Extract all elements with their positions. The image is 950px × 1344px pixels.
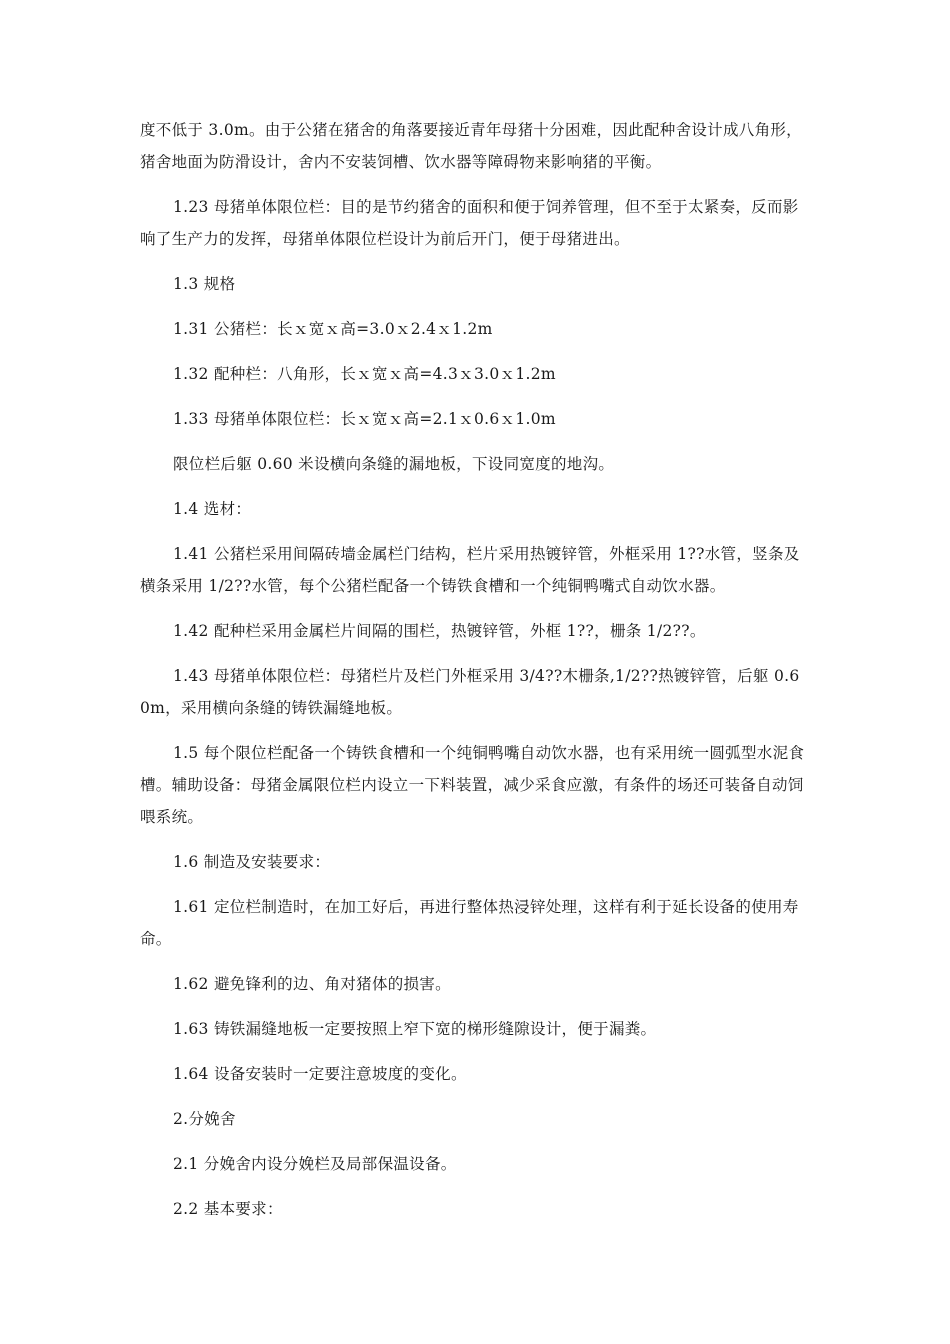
- paragraph-1-64: 1.64 设备安装时一定要注意坡度的变化。: [173, 1065, 467, 1083]
- paragraph-1-32: 1.32 配种栏：八角形，长ｘ宽ｘ高=4.3ｘ3.0ｘ1.2m: [173, 365, 556, 383]
- paragraph-continuation: 度不低于 3.0m。由于公猪在猪舍的角落要接近青年母猪十分困难，因此配种舍设计成八角形，猪舍地面为防滑设计，舍内不安装饲槽、饮水器等障碍物来影响猪的平衡。: [140, 121, 802, 171]
- paragraph-limit-stall: 限位栏后躯 0.60 米设横向条缝的漏地板，下设同宽度的地沟。: [173, 455, 615, 473]
- document-body: [140, 114, 808, 1238]
- paragraph-1-5: 1.5 每个限位栏配备一个铸铁食槽和一个纯铜鸭嘴自动饮水器，也有采用统一圆弧型水泥食槽。辅助设备：母猪金属限位栏内设立一下料装置，减少采食应激，有条件的场还可装备自动饲喂系统。: [140, 744, 805, 826]
- paragraph-1-31: 1.31 公猪栏：长ｘ宽ｘ高=3.0ｘ2.4ｘ1.2m: [173, 320, 493, 338]
- paragraph-1-43: 1.43 母猪单体限位栏：母猪栏片及栏门外框采用 3/4??木栅条,1/2??热镀锌管，后躯 0.60m，采用横向条缝的铸铁漏缝地板。: [140, 667, 800, 717]
- paragraph-2-1: 2.1 分娩舍内设分娩栏及局部保温设备。: [173, 1155, 457, 1173]
- paragraph-1-61: 1.61 定位栏制造时，在加工好后，再进行整体热浸锌处理，这样有利于延长设备的使用寿命。: [140, 898, 799, 948]
- heading-1-4: 1.4 选材：: [173, 500, 252, 518]
- paragraph-1-62: 1.62 避免锋利的边、角对猪体的损害。: [173, 975, 451, 993]
- paragraph-1-23: 1.23 母猪单体限位栏：目的是节约猪舍的面积和便于饲养管理，但不至于太紧奏，反而影响了生产力的发挥，母猪单体限位栏设计为前后开门，便于母猪进出。: [140, 198, 799, 248]
- paragraph-1-63: 1.63 铸铁漏缝地板一定要按照上窄下宽的梯形缝隙设计，便于漏粪。: [173, 1020, 657, 1038]
- paragraph-1-41: 1.41 公猪栏采用间隔砖墙金属栏门结构，栏片采用热镀锌管，外框采用 1??水管，竖条及横条采用 1/2??水管，每个公猪栏配备一个铸铁食槽和一个纯铜鸭嘴式自动饮水器。: [140, 545, 800, 595]
- heading-2: 2.分娩舍: [173, 1110, 236, 1128]
- paragraph-1-42: 1.42 配种栏采用金属栏片间隔的围栏，热镀锌管，外框 1??，栅条 1/2??。: [173, 622, 706, 640]
- paragraph-1-33: 1.33 母猪单体限位栏：长ｘ宽ｘ高=2.1ｘ0.6ｘ1.0m: [173, 410, 556, 428]
- heading-2-2: 2.2 基本要求：: [173, 1200, 283, 1218]
- heading-1-6: 1.6 制造及安装要求：: [173, 853, 331, 871]
- heading-1-3: 1.3 规格: [173, 275, 236, 293]
